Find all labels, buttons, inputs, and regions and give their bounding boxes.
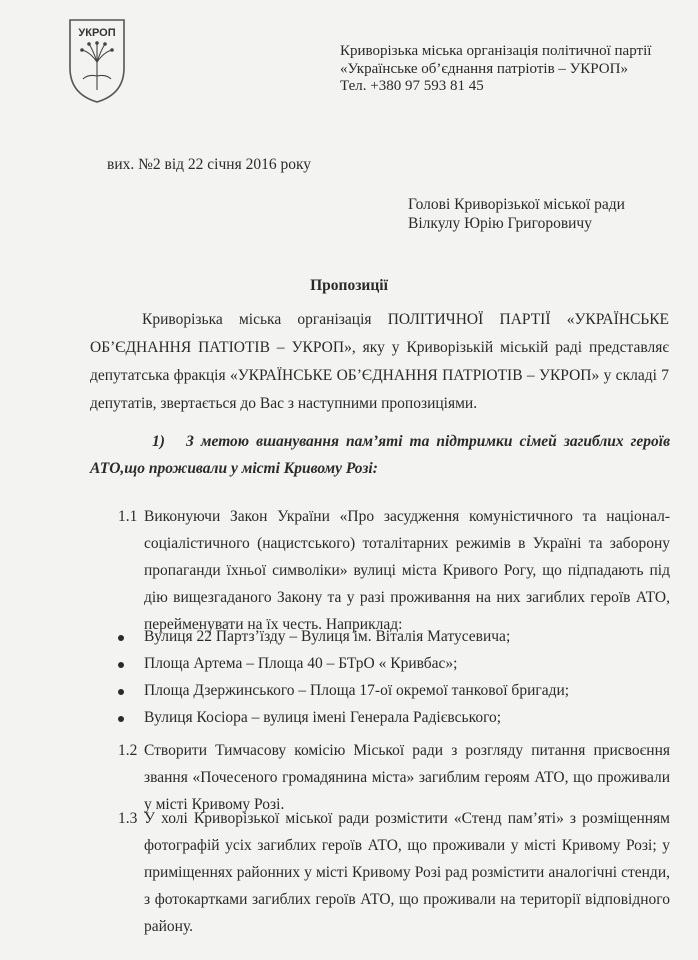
section-number: 1) <box>152 433 165 450</box>
item-number: 1.1 <box>118 508 138 525</box>
item-text: Виконуючи Закон України «Про засудження комуністичного та націонал-соціалістичного (нацистського) тоталітарних режимів в Україні та заборону пропаганди їхньої символіки» вулиці міста Кривого Рогу, що підпадають під дію вищезгаданого Закону та у разі проживання на них загиблих героїв АТО, перейменувати на їх честь. Наприклад: <box>144 508 670 633</box>
section-text: З метою вшанування пам’яті та підтримки сімей загиблих героїв АТО,що проживали у місті Кривому Розі: <box>90 433 670 477</box>
document-title: Пропозиції <box>310 277 388 294</box>
org-party-line: «Українське об’єднання патріотів – УКРОП» <box>340 60 628 77</box>
logo-text: УКРОП <box>78 27 116 39</box>
outgoing-number: вих. №2 від 22 січня 2016 року <box>107 156 312 173</box>
bullet-icon <box>118 635 124 641</box>
item-number: 1.2 <box>118 742 138 759</box>
bullet-text: Площа Артема – Площа 40 – БТрО « Кривбас»; <box>144 655 458 672</box>
section-heading-1 <box>90 428 670 482</box>
bullet-icon <box>118 689 124 695</box>
intro-paragraph <box>90 306 669 418</box>
bullet-text: Вулиця 22 Партз’їзду – Вулиця ім. Віталія Матусевича; <box>144 628 511 645</box>
item-number: 1.3 <box>118 810 138 827</box>
addressee-position: Голові Криворізької міської ради <box>408 196 625 213</box>
bullet-text: Вулиця Косіора – вулиця імені Генерала Радієвського; <box>144 709 502 726</box>
addressee <box>408 195 625 233</box>
bullet-text: Площа Дзержинського – Площа 17-ої окремої танкової бригади; <box>144 682 570 699</box>
ukrop-logo <box>66 16 128 104</box>
bullet-icon <box>118 716 124 722</box>
organization-header <box>340 43 670 96</box>
bullet-icon <box>118 662 124 668</box>
org-phone: Тел. +380 97 593 81 45 <box>340 78 484 94</box>
addressee-name: Вілкулу Юрію Григоровичу <box>408 215 592 232</box>
intro-text: Криворізька міська організація ПОЛІТИЧНОЇ ПАРТІЇ «УКРАЇНСЬКЕ ОБ’ЄДНАННЯ ПАТІОТІВ – УКРОП», яку у Криворізькій міській раді представляє депутатська фракція «УКРАЇНСЬКЕ ОБ’ЄДНАННЯ ПАТРІОТІВ – УКРОП» у складі 7 депутатів, звертається до Вас з наступними пропозиціями. <box>90 311 669 412</box>
item-text: У холі Криворізької міської ради розмістити «Стенд пам’яті» з розміщенням фотографій усіх загиблих героїв АТО, що проживали у місті Кривому Розі; у приміщеннях районних у місті Кривому Розі рад розмістити аналогічні стенди, з фотокартками загиблих героїв АТО, що проживали на території відповідного району. <box>144 810 670 935</box>
item-text: Створити Тимчасову комісію Міської ради з розгляду питання присвоєння звання «Почесеного громадянина міста» загиблим героям АТО, що проживали у місті Кривому Розі. <box>144 742 670 813</box>
org-name-line: Криворізька міська організація політичної партії <box>340 43 652 59</box>
